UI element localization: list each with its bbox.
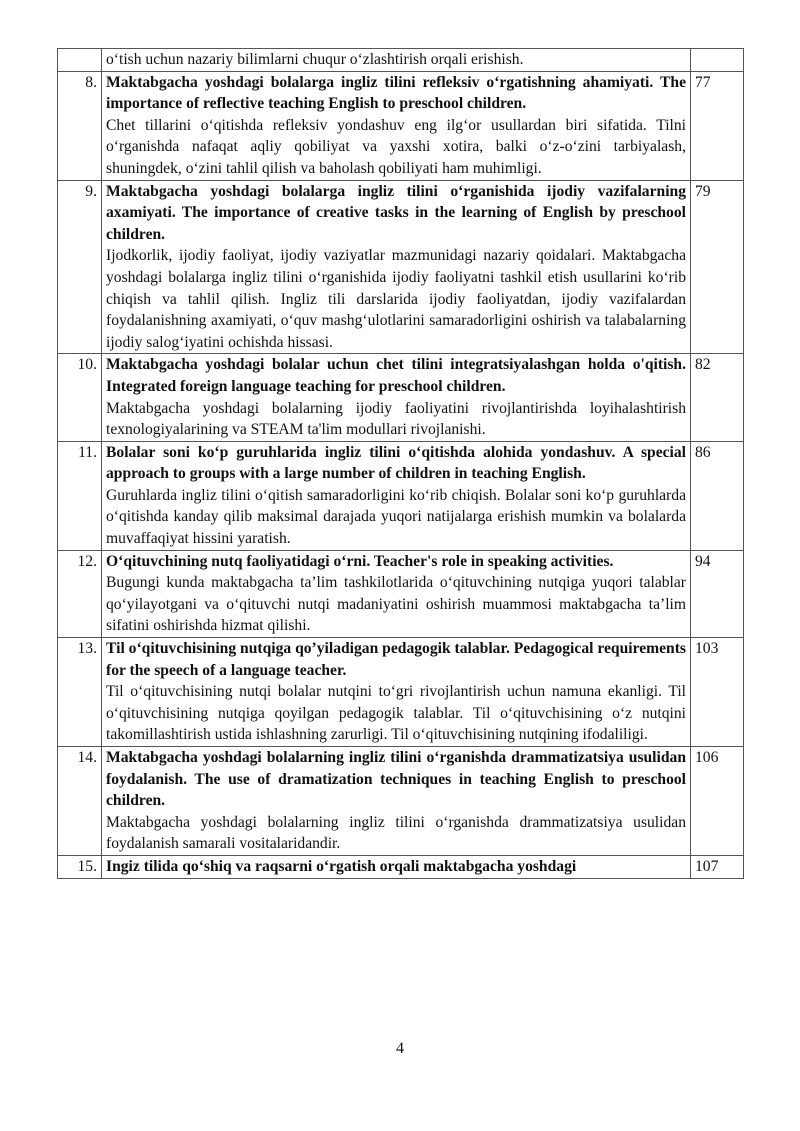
- entry-title: Maktabgacha yoshdagi bolalar uchun chet tilini integratsiyalashgan holda o'qitish. Integrated foreign language teaching for preschool children.: [106, 356, 686, 395]
- row-number: 9.: [58, 180, 102, 354]
- row-entry: [102, 71, 691, 180]
- entry-description: Maktabgacha yoshdagi bolalarning ingliz tilini oʻrganishda drammatizatsiya usulidan foydalanish samarali vositalaridandir.: [106, 813, 686, 853]
- entry-title: Bolalar soni koʻp guruhlarida ingliz tilini oʻqitishda alohida yondashuv. A special approach to groups with a large number of children in teaching English.: [106, 443, 686, 483]
- contents-row: [58, 49, 744, 72]
- contents-table: [57, 48, 744, 879]
- contents-row: [58, 180, 744, 354]
- page-ref: 94: [691, 550, 744, 637]
- entry-title: Oʻqituvchining nutq faoliyatidagi oʻrni. Teacher's role in speaking activities.: [106, 552, 614, 570]
- page-number: 4: [396, 1040, 404, 1057]
- page-ref: 77: [691, 71, 744, 180]
- row-number: 8.: [58, 71, 102, 180]
- contents-row: [58, 550, 744, 637]
- entry-title: Maktabgacha yoshdagi bolalarga ingliz tilini oʻrganishida ijodiy vazifalarning axamiyati. The importance of creative tasks in the learning of English by preschool children.: [106, 182, 686, 243]
- row-entry: [102, 180, 691, 354]
- page-ref: 106: [691, 747, 744, 856]
- row-number: 14.: [58, 747, 102, 856]
- row-number: 12.: [58, 550, 102, 637]
- entry-description: Ijodkorlik, ijodiy faoliyat, ijodiy vaziyatlar mazmunidagi nazariy qoidalari. Maktabgacha yoshdagi bolalarga ingliz tilini oʻrganishida ijodiy faoliyatni tashkil etish usullarini koʻrib chiqish va tahlil qilish. Ingliz tili darslarida ijodiy faoliyatdan, ijodiy vazifalardan foydalanishning axamiyati, oʻquv mashgʻulotlarini samaradorligini oshirish va talabalarning ijodiy salogʻiyatini ochishda hissasi.: [106, 247, 686, 351]
- entry-title: Maktabgacha yoshdagi bolalarning ingliz tilini oʻrganishda drammatizatsiya usulidan foydalanish. The use of dramatization techniques in teaching English to preschool children.: [106, 749, 686, 810]
- page-ref: 86: [691, 441, 744, 550]
- contents-row: [58, 638, 744, 747]
- contents-row: [58, 747, 744, 856]
- row-entry: [102, 855, 691, 878]
- entry-description: Maktabgacha yoshdagi bolalarning ijodiy faoliyatini rivojlantirishda loyihalashtirish texnologiyalarining va STEAM ta'lim modullari rivojlanishi.: [106, 399, 686, 439]
- entry-title: Maktabgacha yoshdagi bolalarga ingliz tilini refleksiv oʻrgatishning ahamiyati. The importance of reflective teaching English to preschool children.: [106, 73, 686, 113]
- row-entry: [102, 550, 691, 637]
- entry-title: Til oʻqituvchisining nutqiga qoʼyiladigan pedagogik talablar. Pedagogical requirements for the speech of a language teacher.: [106, 640, 686, 679]
- entry-description: Guruhlarda ingliz tilini oʻqitish samaradorligini koʻrib chiqish. Bolalar soni koʻp guruhlarda oʻqitishda kanday qilib maksimal darajada yuqori natijalarga erishish mumkin va bolalarda muvaffaqiyat hissini yaratish.: [106, 486, 686, 548]
- page-ref: 79: [691, 180, 744, 354]
- contents-row: [58, 441, 744, 550]
- row-entry: [102, 354, 691, 441]
- row-number: [58, 49, 102, 72]
- row-entry: [102, 441, 691, 550]
- page-ref: 107: [691, 855, 744, 878]
- row-number: 15.: [58, 855, 102, 878]
- page-ref: 103: [691, 638, 744, 747]
- entry-description: Chet tillarini oʻqitishda refleksiv yondashuv eng ilgʻor usullardan biri sifatida. Tilni oʻrganishda nafaqat aqliy qobiliyat va yaxshi xotira, balki oʻz-oʻzini tarbiyalash, shuningdek, oʻzini tahlil qilish va baholash qobiliyati ham muhimligi.: [106, 116, 686, 177]
- row-number: 13.: [58, 638, 102, 747]
- row-entry: [102, 49, 691, 72]
- row-number: 11.: [58, 441, 102, 550]
- contents-row: [58, 855, 744, 878]
- entry-description: oʻtish uchun nazariy bilimlarni chuqur oʻzlashtirish orqali erishish.: [106, 51, 524, 68]
- row-entry: [102, 747, 691, 856]
- entry-title: Ingiz tilida qoʻshiq va raqsarni oʻrgatish orqali maktabgacha yoshdagi: [106, 857, 577, 875]
- row-entry: [102, 638, 691, 747]
- row-number: 10.: [58, 354, 102, 441]
- contents-row: [58, 71, 744, 180]
- entry-description: Til oʻqituvchisining nutqi bolalar nutqini toʻgri rivojlantirish uchun namuna ekanligi. Til oʻqituvchisining nutqiga qoyilgan pedagogik talablar. Til oʻqituvchisining oʻz nutqini takomillashtirish ustida ishlashning zarurligi. Til oʻqituvchisining nutqining ifodaliligi.: [106, 683, 686, 744]
- page-ref: [691, 49, 744, 72]
- contents-row: [58, 354, 744, 441]
- entry-description: Bugungi kunda maktabgacha ta’lim tashkilotlarida oʻqituvchining nutqiga yuqori talablar qoʻyilayotgani va oʻqituvchi nutqi madaniyatini oshirish muammosi maktabgacha ta’lim sifatini oshirishda hizmat qilishi.: [106, 574, 686, 635]
- page-ref: 82: [691, 354, 744, 441]
